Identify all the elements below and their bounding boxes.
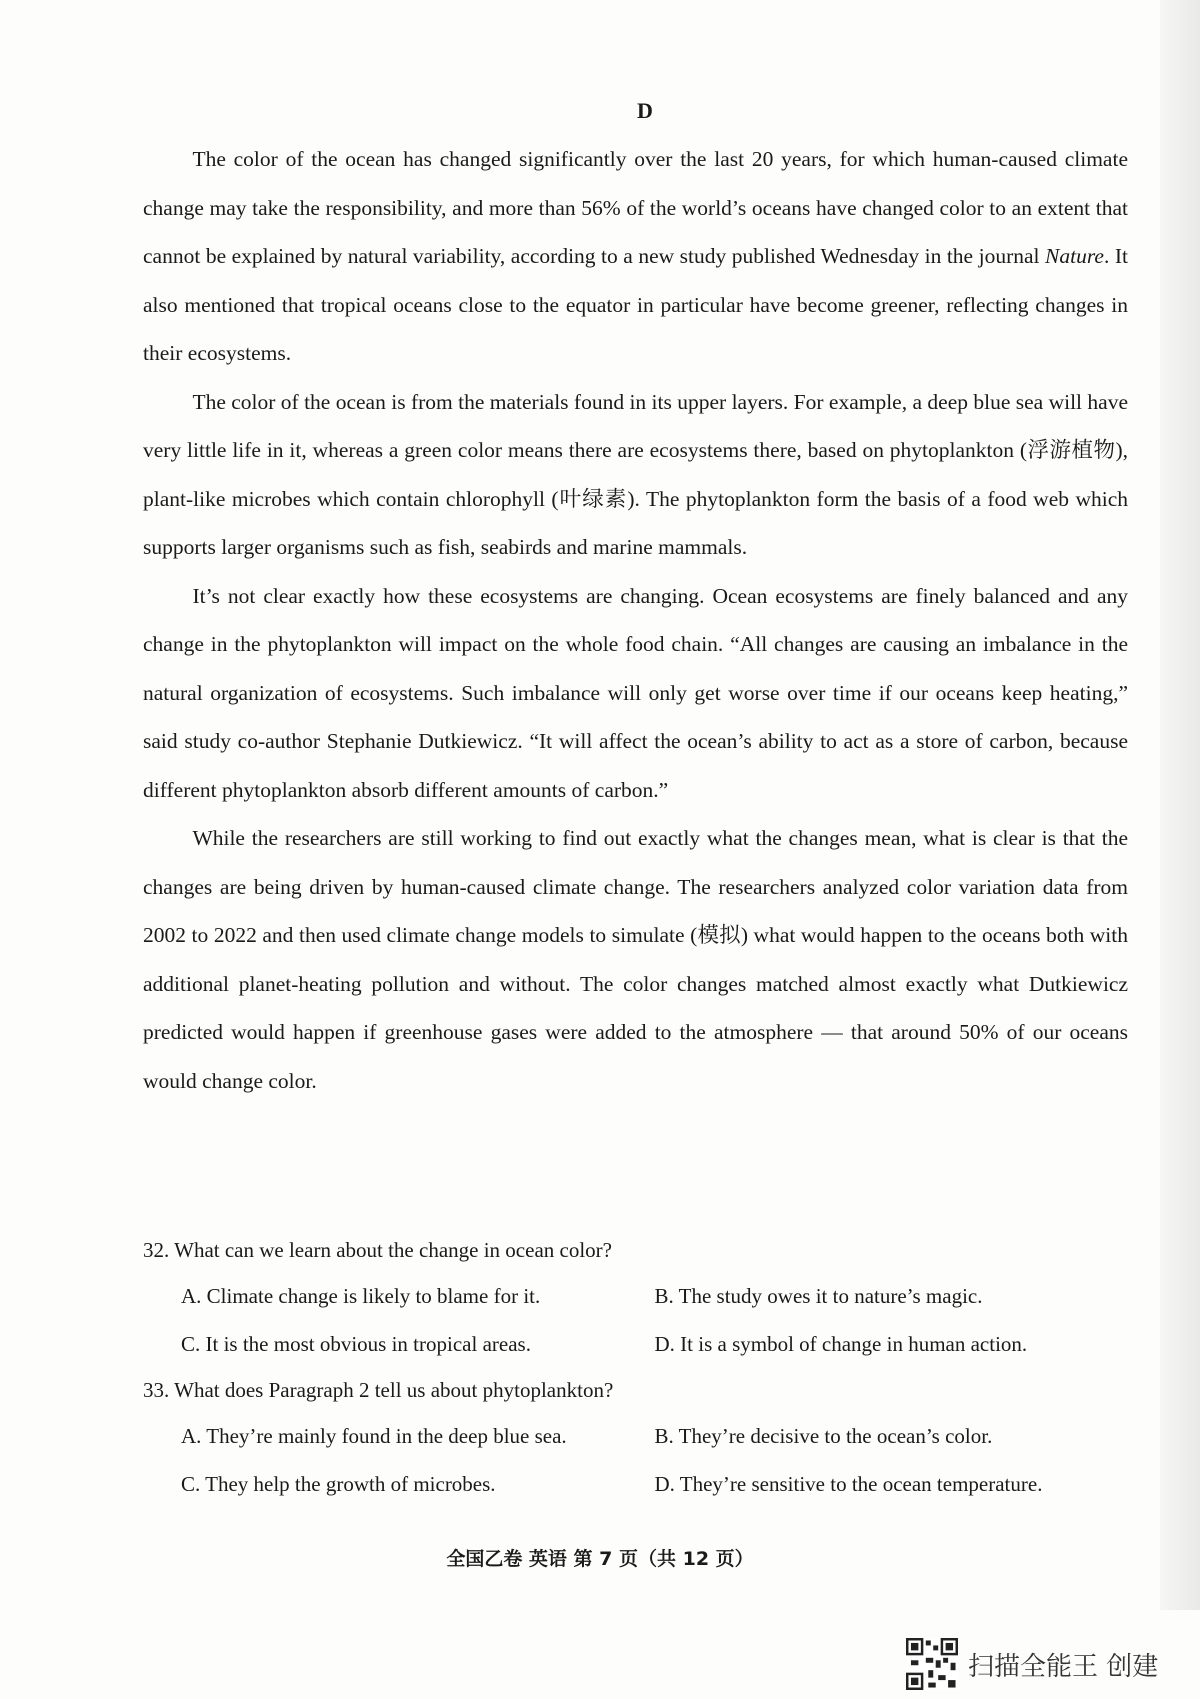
reading-passage <box>143 135 1128 1105</box>
option-row <box>143 1320 1128 1368</box>
paragraph-2: The color of the ocean is from the materials found in its upper layers. For example, a deep blue sea will have very little life in it, whereas a green color means there are ecosystems there, based on phytoplankton (浮游植物), plant-like microbes which contain chlorophyll (叶绿素). The phytoplankton form the basis of a food web which supports larger organisms such as fish, seabirds and marine mammals. <box>143 389 1128 559</box>
question-stem: 32. What can we learn about the change in ocean color? <box>143 1238 612 1262</box>
journal-name: Nature <box>1045 244 1104 268</box>
option-d: D. They’re sensitive to the ocean temperature. <box>654 1472 1043 1496</box>
questions <box>143 1228 1128 1508</box>
option-c: C. It is the most obvious in tropical areas. <box>181 1332 531 1356</box>
question-32 <box>143 1228 1128 1368</box>
paragraph-1-text-end: . It also mentioned that tropical oceans close to the equator in particular have become greener, reflecting changes in their ecosystems. <box>143 244 1128 365</box>
paragraph-1-text: The color of the ocean has changed significantly over the last 20 years, for which human-caused climate change may take the responsibility, and more than 56% of the world’s oceans have changed color to an extent that cannot be explained by natural variability, according to a new study published Wednesday in the journal <box>143 147 1128 268</box>
option-b: B. They’re decisive to the ocean’s color. <box>654 1424 993 1448</box>
option-row <box>143 1460 1128 1508</box>
option-a: A. Climate change is likely to blame for it. <box>181 1284 541 1308</box>
paragraph-4: While the researchers are still working to find out exactly what the changes mean, what is clear is that the changes are being driven by human-caused climate change. The researchers analyzed color variation data from 2002 to 2022 and then used climate change models to simulate (模拟) what would happen to the oceans both with additional planet-heating pollution and without. The color changes matched almost exactly what Dutkiewicz predicted would happen if greenhouse gases were added to the atmosphere — that around 50% of our oceans would change color. <box>143 826 1128 1093</box>
qr-code-icon <box>906 1638 958 1690</box>
page-footer: 全国乙卷 英语 第 7 页（共 12 页） <box>446 1548 754 1570</box>
option-b: B. The study owes it to nature’s magic. <box>654 1284 983 1308</box>
scanner-label: 扫描全能王 创建 <box>968 1651 1159 1682</box>
option-row <box>143 1272 1128 1320</box>
option-row <box>143 1412 1128 1460</box>
option-d: D. It is a symbol of change in human action. <box>654 1332 1028 1356</box>
paragraph-1 <box>143 135 1128 378</box>
option-a: A. They’re mainly found in the deep blue sea. <box>181 1424 567 1448</box>
scan-edge-shadow <box>1160 0 1200 1610</box>
option-c: C. They help the growth of microbes. <box>181 1472 496 1496</box>
question-stem: 33. What does Paragraph 2 tell us about phytoplankton? <box>143 1378 614 1402</box>
section-letter: D <box>637 98 653 123</box>
scanner-watermark <box>906 1638 1158 1690</box>
question-33 <box>143 1368 1128 1508</box>
paragraph-3: It’s not clear exactly how these ecosystems are changing. Ocean ecosystems are finely balanced and any change in the phytoplankton will impact on the whole food chain. “All changes are causing an imbalance in the natural organization of ecosystems. Such imbalance will only get worse over time if our oceans keep heating,” said study co-author Stephanie Dutkiewicz. “It will affect the ocean’s ability to act as a store of carbon, because different phytoplankton absorb different amounts of carbon.” <box>143 583 1128 802</box>
